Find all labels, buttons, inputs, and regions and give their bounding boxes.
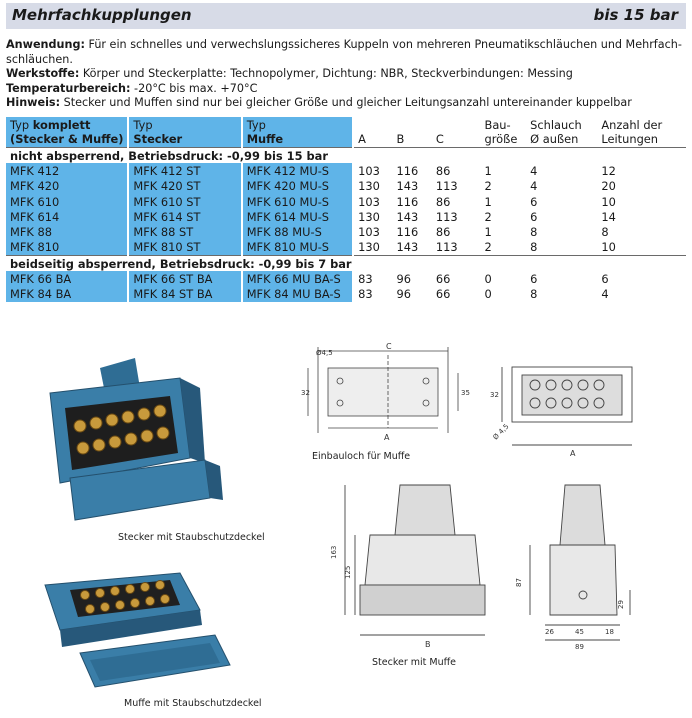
table-cell: 130 xyxy=(358,240,380,255)
col-c: C xyxy=(435,132,444,146)
table-cell: 0 xyxy=(484,287,492,302)
table-cell: 8 xyxy=(530,225,538,240)
dim-a: A xyxy=(384,433,390,442)
col-baugroesse: Bau- größe xyxy=(484,118,518,146)
table-cell: MFK 84 BA xyxy=(6,287,128,302)
group-row-nicht-absperrend: nicht absperrend, Betriebsdruck: -0,99 bis 15 bar xyxy=(6,148,686,164)
table-cell: 143 xyxy=(396,209,419,224)
table-row xyxy=(6,209,686,224)
table-cell: MFK 84 ST BA xyxy=(128,287,241,302)
table-cell: MFK 66 BA xyxy=(6,271,128,286)
dim-32: 32 xyxy=(301,389,310,397)
stecker-muffe-caption: Stecker mit Muffe xyxy=(372,657,457,668)
table-cell: 113 xyxy=(435,179,458,194)
table-cell: 4 xyxy=(530,163,538,178)
table-cell: MFK 610 xyxy=(6,194,128,209)
table-header-row xyxy=(6,117,686,148)
table-cell: 83 xyxy=(358,287,373,302)
table-cell: 14 xyxy=(601,209,616,224)
muffe-caption: Muffe mit Staubschutzdeckel xyxy=(124,698,262,709)
col-b: B xyxy=(396,132,405,146)
table-row xyxy=(6,163,686,178)
col-schlauch: Schlauch Ø außen xyxy=(530,118,582,146)
table-cell: 130 xyxy=(358,179,380,194)
table-cell: MFK 610 ST xyxy=(128,194,241,209)
table-cell: 96 xyxy=(396,287,412,302)
dim-d45b: Ø 4,5 xyxy=(491,422,511,442)
dim-87: 87 xyxy=(515,578,523,587)
table-cell: MFK 420 ST xyxy=(128,179,241,194)
table-cell: 6 xyxy=(530,209,538,224)
table-cell: MFK 614 MU-S xyxy=(242,209,353,224)
table-cell: 66 xyxy=(435,272,451,287)
table-cell: 113 xyxy=(435,240,458,255)
side-view-drawing xyxy=(505,475,655,655)
col-a: A xyxy=(358,132,366,146)
table-cell: 113 xyxy=(435,209,458,224)
table-cell: MFK 412 ST xyxy=(128,163,241,178)
stecker-caption: Stecker mit Staubschutzdeckel xyxy=(118,532,265,543)
table-row xyxy=(6,287,686,302)
table-cell: 1 xyxy=(484,194,492,209)
table-cell: 4 xyxy=(601,287,609,302)
table-cell: 103 xyxy=(358,163,380,178)
table-cell: MFK 810 xyxy=(6,240,128,256)
info-block xyxy=(6,38,686,111)
stecker-muffe-front-drawing xyxy=(330,475,490,655)
col-typ-komplett: Typ komplett (Stecker & Muffe) xyxy=(6,117,128,148)
topview-drawing xyxy=(490,355,640,460)
table-row xyxy=(6,179,686,194)
table-row xyxy=(6,224,686,239)
table-cell: 0 xyxy=(484,272,492,287)
dim-a2: A xyxy=(570,449,576,458)
table-cell: 2 xyxy=(484,209,492,224)
table-row xyxy=(6,271,686,286)
table-cell: 1 xyxy=(484,163,492,178)
table-cell: 6 xyxy=(530,272,538,287)
table-cell: 10 xyxy=(601,194,616,209)
info-werkstoffe: Werkstoffe: Körper und Steckerplatte: Technopolymer, Dichtung: NBR, Steckverbindungen: Messing xyxy=(6,67,573,81)
table-cell: 116 xyxy=(396,194,419,209)
table-cell: 6 xyxy=(530,194,538,209)
dim-26: 26 xyxy=(545,628,554,636)
col-anzahl: Anzahl der Leitungen xyxy=(601,118,663,146)
table-cell: 116 xyxy=(396,225,419,240)
table-cell: MFK 810 ST xyxy=(128,240,241,256)
group-row-beidseitig: beidseitig absperrend, Betriebsdruck: -0,99 bis 7 bar xyxy=(6,256,686,272)
dim-125: 125 xyxy=(344,565,352,579)
dim-29: 29 xyxy=(617,600,625,609)
stecker-photo xyxy=(30,348,240,528)
table-cell: 83 xyxy=(358,272,373,287)
table-cell: MFK 84 MU BA-S xyxy=(242,287,353,302)
table-cell: 143 xyxy=(396,240,419,255)
einbauloch-drawing xyxy=(298,343,478,453)
page-title: Mehrfachkupplungen xyxy=(12,6,192,24)
info-anwendung: Anwendung: Für ein schnelles und verwechslungssicheres Kuppeln von mehreren Pneumatikschläuchen und Mehrfach- xyxy=(6,38,682,51)
pressure-range: bis 15 bar xyxy=(593,6,678,24)
table-cell: 12 xyxy=(601,163,616,178)
table-cell: MFK 412 MU-S xyxy=(242,163,353,178)
product-table xyxy=(6,117,686,302)
table-cell: MFK 810 MU-S xyxy=(242,240,353,256)
table-cell: 2 xyxy=(484,179,492,194)
table-cell: MFK 66 MU BA-S xyxy=(242,271,353,286)
title-bar xyxy=(6,3,686,29)
table-cell: 86 xyxy=(435,194,451,209)
col-typ-muffe: Typ Muffe xyxy=(242,117,353,148)
table-cell: MFK 412 xyxy=(6,163,128,178)
dim-c: C xyxy=(386,343,392,351)
table-row xyxy=(6,240,686,256)
table-cell: 4 xyxy=(530,179,538,194)
table-cell: MFK 88 MU-S xyxy=(242,224,353,239)
dim-b: B xyxy=(425,640,431,649)
einbau-caption: Einbauloch für Muffe xyxy=(312,451,411,462)
table-cell: 10 xyxy=(601,240,616,255)
table-row xyxy=(6,194,686,209)
dim-89: 89 xyxy=(575,643,584,651)
dim-45: 45 xyxy=(575,628,584,636)
table-cell: 8 xyxy=(530,240,538,255)
table-cell: 130 xyxy=(358,209,380,224)
table-cell: 8 xyxy=(601,225,609,240)
table-cell: MFK 614 ST xyxy=(128,209,241,224)
table-cell: 2 xyxy=(484,240,492,255)
dim-32b: 32 xyxy=(490,391,499,399)
table-cell: MFK 610 MU-S xyxy=(242,194,353,209)
table-cell: 8 xyxy=(530,287,538,302)
table-cell: 116 xyxy=(396,163,419,178)
table-cell: MFK 420 xyxy=(6,179,128,194)
dim-d45: Ø4,5 xyxy=(316,349,333,357)
table-cell: 143 xyxy=(396,179,419,194)
table-cell: 96 xyxy=(396,272,412,287)
table-cell: 103 xyxy=(358,225,380,240)
info-temperatur: Temperaturbereich: -20°C bis max. +70°C xyxy=(6,81,258,95)
table-cell: 86 xyxy=(435,163,451,178)
table-cell: MFK 420 MU-S xyxy=(242,179,353,194)
dim-18: 18 xyxy=(605,628,614,636)
dim-35: 35 xyxy=(461,389,470,397)
table-cell: MFK 66 ST BA xyxy=(128,271,241,286)
table-cell: 86 xyxy=(435,225,451,240)
table-cell: MFK 88 ST xyxy=(128,224,241,239)
table-cell: MFK 88 xyxy=(6,224,128,239)
table-cell: 103 xyxy=(358,194,380,209)
table-cell: 1 xyxy=(484,225,492,240)
table-cell: MFK 614 xyxy=(6,209,128,224)
table-cell: 6 xyxy=(601,272,609,287)
info-anwendung-cont: schläuchen. xyxy=(6,52,73,66)
dim-163: 163 xyxy=(330,545,338,559)
info-hinweis: Hinweis: Stecker und Muffen sind nur bei gleicher Größe und gleicher Leitungsanzahl untereinander kuppelbar xyxy=(6,96,632,110)
muffe-photo xyxy=(30,565,250,695)
col-typ-stecker: Typ Stecker xyxy=(128,117,241,148)
table-cell: 20 xyxy=(601,179,616,194)
table-cell: 66 xyxy=(435,287,451,302)
